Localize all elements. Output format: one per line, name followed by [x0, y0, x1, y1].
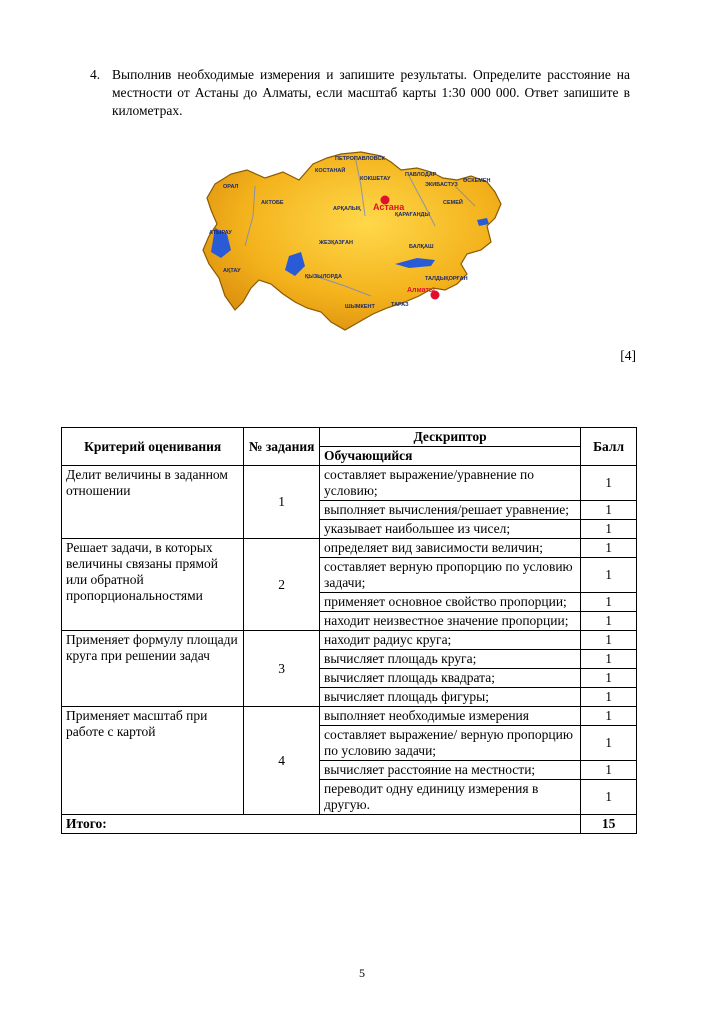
- score-cell: 1: [581, 761, 637, 780]
- descriptor-cell: вычисляет площадь круга;: [320, 650, 581, 669]
- table-row: [62, 466, 637, 501]
- score-cell: 1: [581, 558, 637, 593]
- city-semey: СЕМЕЙ: [443, 200, 463, 206]
- task-score: [4]: [620, 348, 636, 363]
- city-taldykorgan: ТАЛДЫҚОРҒАН: [425, 276, 468, 282]
- assessment-table: [61, 427, 637, 834]
- score-cell: 1: [581, 612, 637, 631]
- criterion-cell: Применяет масштаб при работе с картой: [62, 707, 244, 815]
- total-row: [62, 815, 637, 834]
- descriptor-cell: вычисляет площадь квадрата;: [320, 669, 581, 688]
- city-karagandy: ҚАРАҒАНДЫ: [395, 212, 430, 218]
- city-kokshetau: КОКШЕТАУ: [360, 176, 391, 182]
- score-cell: 1: [581, 539, 637, 558]
- task-number: 4.: [90, 67, 101, 82]
- task-4: [90, 66, 630, 120]
- city-pavlodar: ПАВЛОДАР: [405, 172, 437, 178]
- descriptor-cell: указывает наибольшее из чисел;: [320, 520, 581, 539]
- descriptor-cell: находит неизвестное значение пропорции;: [320, 612, 581, 631]
- descriptor-cell: составляет выражение/уравнение по условию;: [320, 466, 581, 501]
- descriptor-cell: составляет верную пропорцию по условию задачи;: [320, 558, 581, 593]
- task-text: Выполнив необходимые измерения и запишите результаты. Определите расстояние на местности от Астаны до Алматы, если масштаб карты 1:30 000 000. Ответ запишите в километрах.: [112, 67, 630, 118]
- descriptor-cell: выполняет вычисления/решает уравнение;: [320, 501, 581, 520]
- score-cell: 1: [581, 501, 637, 520]
- table-header-row: [62, 428, 637, 447]
- city-shymkent: ШЫМКЕНТ: [345, 304, 375, 310]
- score-cell: 1: [581, 669, 637, 688]
- score-cell: 1: [581, 780, 637, 815]
- score-cell: 1: [581, 466, 637, 501]
- descriptor-cell: определяет вид зависимости величин;: [320, 539, 581, 558]
- table-row: [62, 539, 637, 558]
- city-atyrau: АТЫРАУ: [209, 230, 232, 236]
- header-score: Балл: [581, 428, 637, 466]
- header-learner: Обучающийся: [320, 447, 581, 466]
- descriptor-cell: вычисляет площадь фигуры;: [320, 688, 581, 707]
- page-number: 5: [359, 966, 365, 980]
- header-descriptor: Дескриптор: [320, 428, 581, 447]
- city-zhezkazgan: ЖЕЗҚАЗҒАН: [319, 240, 353, 246]
- city-kyzylorda: ҚЫЗЫЛОРДА: [305, 274, 342, 280]
- task-no-cell: 4: [244, 707, 320, 815]
- score-cell: 1: [581, 520, 637, 539]
- header-task-no: № задания: [244, 428, 320, 466]
- table-row: [62, 707, 637, 726]
- criterion-cell: Делит величины в заданном отношении: [62, 466, 244, 539]
- task-no-cell: 1: [244, 466, 320, 539]
- kazakhstan-map: [195, 146, 515, 342]
- task-no-cell: 3: [244, 631, 320, 707]
- descriptor-cell: применяет основное свойство пропорции;: [320, 593, 581, 612]
- score-cell: 1: [581, 593, 637, 612]
- city-balkhash: БАЛҚАШ: [409, 244, 434, 250]
- total-value: 15: [581, 815, 637, 834]
- city-oskemen: ӨСКЕМЕН: [463, 178, 491, 184]
- city-oral: ОРАЛ: [223, 184, 239, 190]
- map-svg: [195, 146, 515, 342]
- score-cell: 1: [581, 631, 637, 650]
- city-taraz: ТАРАЗ: [391, 302, 409, 308]
- descriptor-cell: переводит одну единицу измерения в другую.: [320, 780, 581, 815]
- score-cell: 1: [581, 688, 637, 707]
- city-almaty: Алматы: [407, 287, 435, 294]
- task-no-cell: 2: [244, 539, 320, 631]
- score-cell: 1: [581, 707, 637, 726]
- score-cell: 1: [581, 726, 637, 761]
- total-label: Итого:: [62, 815, 581, 834]
- header-criterion: Критерий оценивания: [62, 428, 244, 466]
- descriptor-cell: находит радиус круга;: [320, 631, 581, 650]
- criterion-cell: Применяет формулу площади круга при решении задач: [62, 631, 244, 707]
- city-ekibastuz: ЭКИБАСТУЗ: [425, 182, 458, 188]
- city-kostanay: КОСТАНАЙ: [315, 168, 346, 174]
- city-petropavlovsk: ПЕТРОПАВЛОВСК: [335, 156, 385, 162]
- city-arkalyk: АРҚАЛЫҚ: [333, 206, 361, 212]
- descriptor-cell: составляет выражение/ верную пропорцию по условию задачи;: [320, 726, 581, 761]
- city-aktau: АҚТАУ: [223, 268, 241, 274]
- city-astana: Астана: [373, 202, 405, 212]
- descriptor-cell: выполняет необходимые измерения: [320, 707, 581, 726]
- score-cell: 1: [581, 650, 637, 669]
- criterion-cell: Решает задачи, в которых величины связаны прямой или обратной пропорциональностями: [62, 539, 244, 631]
- descriptor-cell: вычисляет расстояние на местности;: [320, 761, 581, 780]
- city-aktobe: АКТОБЕ: [261, 200, 284, 206]
- table-row: [62, 631, 637, 650]
